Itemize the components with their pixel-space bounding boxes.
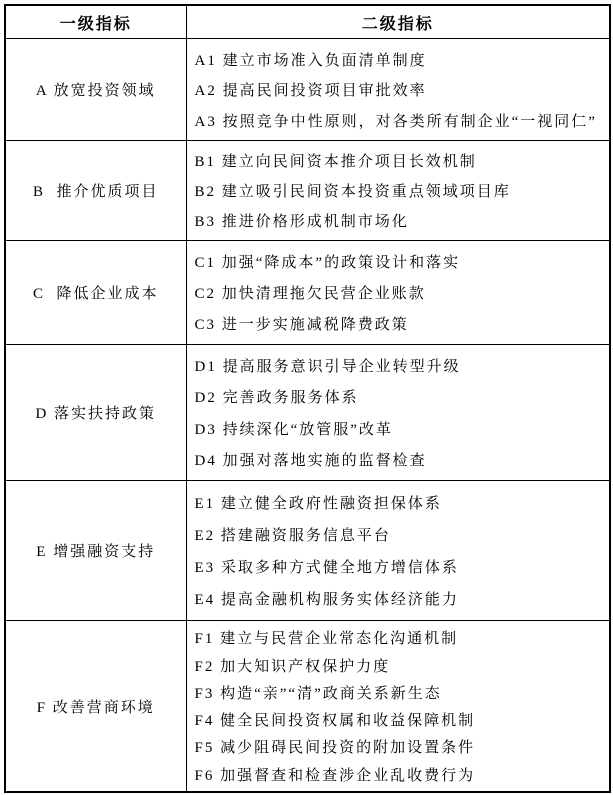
col-header-level2: 二级指标 — [186, 5, 610, 39]
level2-item-f6: F6 加强督查和检查涉企业乱收费行为 — [194, 767, 476, 784]
group-row-e — [5, 481, 610, 621]
level1-label-f: F 改善营商环境 — [5, 621, 186, 793]
level2-item-c2: C2 加快清理拖欠民营企业账款 — [194, 286, 426, 302]
group-row-f — [5, 621, 610, 793]
col-header-level1: 一级指标 — [5, 5, 186, 39]
level2-cell-a — [186, 39, 610, 141]
level2-cell-c — [186, 241, 610, 345]
level2-item-e3: E3 采取多种方式健全地方增信体系 — [194, 560, 459, 576]
level2-item-d4: D4 加强对落地实施的监督检查 — [194, 452, 427, 469]
level2-item-c3: C3 进一步实施减税降费政策 — [194, 317, 409, 333]
level2-cell-b — [186, 141, 610, 241]
level1-label-e: E 增强融资支持 — [5, 481, 186, 621]
level2-cell-f — [186, 621, 610, 793]
level2-item-c1: C1 加强“降成本”的政策设计和落实 — [194, 255, 461, 271]
level2-item-d3: D3 持续深化“放管服”改革 — [194, 421, 393, 438]
level2-item-b2: B2 建立吸引民间资本投资重点领域项目库 — [194, 184, 511, 200]
level2-item-f1: F1 建立与民营企业常态化沟通机制 — [194, 631, 459, 648]
level2-item-f2: F2 加大知识产权保护力度 — [194, 658, 391, 675]
group-row-b — [5, 141, 610, 241]
level2-item-b1: B1 建立向民间资本推介项目长效机制 — [194, 154, 477, 170]
group-row-d — [5, 345, 610, 481]
group-row-a — [5, 39, 610, 141]
level2-cell-e — [186, 481, 610, 621]
header-row — [5, 5, 610, 39]
group-row-c — [5, 241, 610, 345]
level2-item-a3: A3 按照竞争中性原则，对各类所有制企业“一视同仁” — [194, 113, 597, 130]
level2-item-e1: E1 建立健全政府性融资担保体系 — [194, 496, 442, 512]
level1-label-a: A 放宽投资领域 — [5, 39, 186, 141]
level2-item-a1: A1 建立市场准入负面清单制度 — [194, 52, 427, 69]
level2-item-b3: B3 推进价格形成机制市场化 — [194, 214, 409, 230]
level2-item-f4: F4 健全民间投资权属和收益保障机制 — [194, 713, 476, 730]
indicator-table — [4, 4, 611, 793]
level2-item-e4: E4 提高金融机构服务实体经济能力 — [194, 592, 459, 608]
level2-item-a2: A2 提高民间投资项目审批效率 — [194, 83, 427, 99]
level1-label-b: B 推介优质项目 — [5, 141, 186, 241]
level2-item-d1: D1 提高服务意识引导企业转型升级 — [194, 359, 461, 376]
level2-item-f3: F3 构造“亲”“清”政商关系新生态 — [194, 685, 442, 702]
level2-item-d2: D2 完善政务服务体系 — [194, 390, 359, 407]
level2-cell-d — [186, 345, 610, 481]
level2-item-e2: E2 搭建融资服务信息平台 — [194, 528, 391, 544]
level2-item-f5: F5 减少阻碍民间投资的附加设置条件 — [194, 740, 476, 757]
level1-label-c: C 降低企业成本 — [5, 241, 186, 345]
level1-label-d: D 落实扶持政策 — [5, 345, 186, 481]
